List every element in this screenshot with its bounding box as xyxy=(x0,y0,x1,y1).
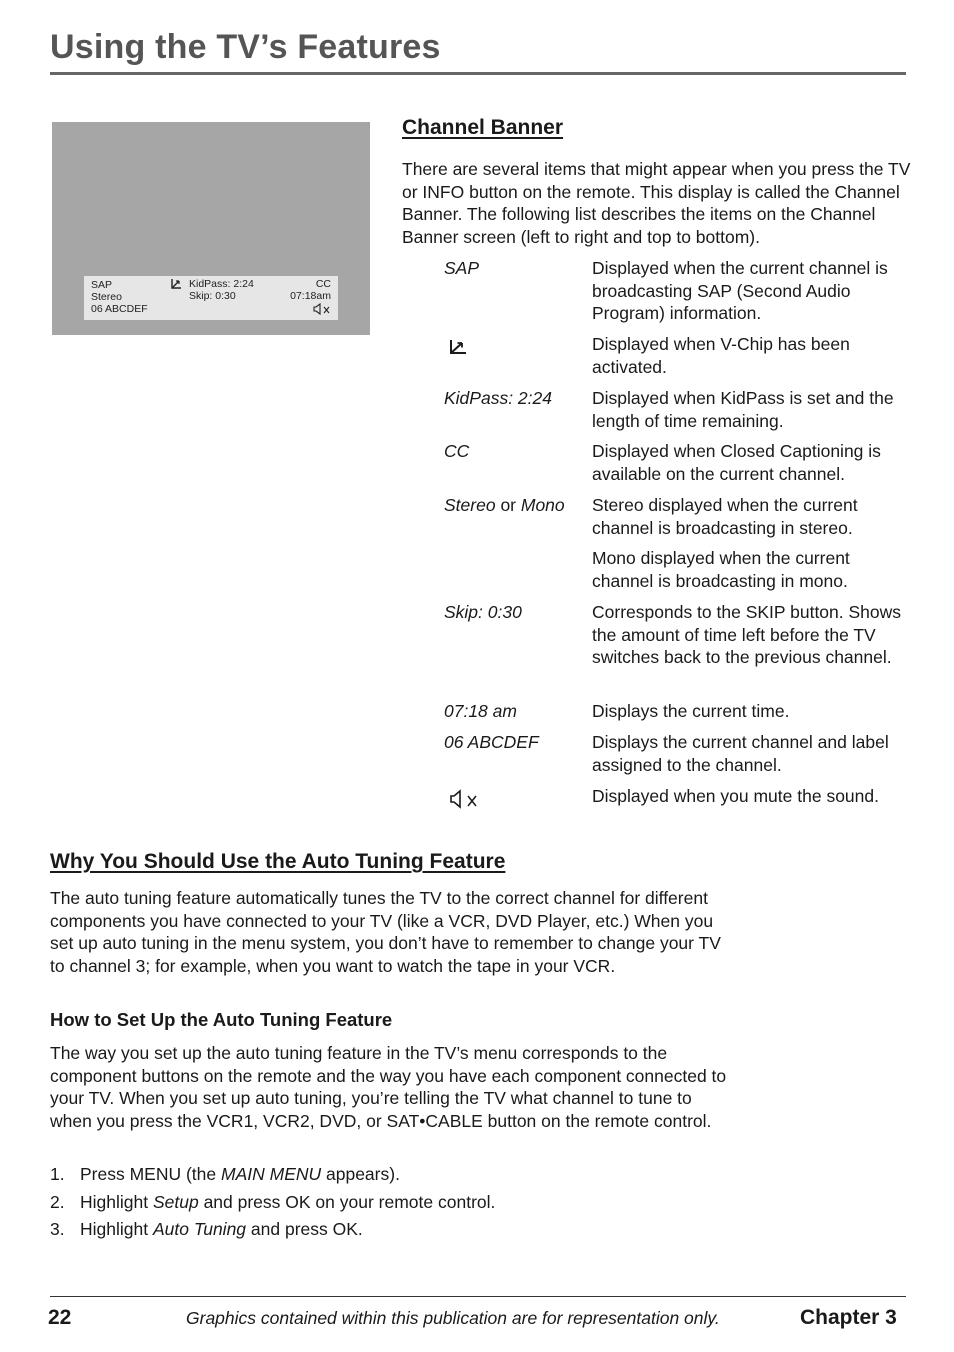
title-rule xyxy=(50,72,906,75)
definition-term: KidPass: 2:24 xyxy=(444,388,552,408)
step-number: 3. xyxy=(50,1219,65,1239)
definition-description: Displayed when the current channel is broadcasting SAP (Second Audio Program) information. xyxy=(592,258,888,324)
definition-description: Displayed when Closed Captioning is available on the current channel. xyxy=(592,441,881,484)
auto-tuning-heading: Why You Should Use the Auto Tuning Feature xyxy=(50,850,506,873)
footer-rule xyxy=(50,1296,906,1297)
definition-term: Skip: 0:30 xyxy=(444,602,522,622)
definition-description: Displays the current channel and label assigned to the channel. xyxy=(592,732,889,775)
definition-term: 07:18 am xyxy=(444,701,517,721)
definition-term: CC xyxy=(444,441,470,461)
auto-tuning-setup-text: The way you set up the auto tuning feature in the TV’s menu corresponds to the component buttons on the remote and the way you have each component connected to your TV. When you set up auto tuning, you’re telling the TV what channel to tune to when you press the VCR1, VCR2, DVD, or SAT•CABLE button on the remote control. xyxy=(50,1043,727,1132)
definition-description: Corresponds to the SKIP button. Shows the amount of time left before the TV switches back to the previous channel. xyxy=(592,602,902,668)
mute-icon xyxy=(312,302,332,316)
definition-term: SAP xyxy=(444,258,480,278)
definition-term: 06 ABCDEF xyxy=(444,732,539,752)
v-chip-icon xyxy=(170,278,182,290)
page-number: 22 xyxy=(48,1306,72,1329)
banner-kidpass: KidPass: 2:24 xyxy=(189,278,254,290)
step-text: Highlight Auto Tuning and press OK. xyxy=(80,1219,363,1239)
banner-sap: SAP xyxy=(91,279,113,291)
definition-description: Displayed when KidPass is set and the length of time remaining. xyxy=(592,388,894,431)
definition-description: Displays the current time. xyxy=(592,701,790,721)
page-title: Using the TV’s Features xyxy=(50,28,441,66)
definition-description: Stereo displayed when the current channel is broadcasting in stereo. xyxy=(592,495,858,538)
channel-banner-heading: Channel Banner xyxy=(402,116,564,139)
v-chip-icon xyxy=(448,338,468,356)
step-text: Highlight Setup and press OK on your remote control. xyxy=(80,1192,496,1212)
step-number: 1. xyxy=(50,1164,65,1184)
auto-tuning-intro: The auto tuning feature automatically tunes the TV to the correct channel for different components you have connected to your TV (like a VCR, DVD Player, etc.) When you set up auto tuning in the menu system, you don’t have to remember to change your TV to channel 3; for example, when you want to watch the tape in your VCR. xyxy=(50,888,721,977)
footer-note: Graphics contained within this publication are for representation only. xyxy=(186,1308,720,1328)
term-or: or xyxy=(500,495,516,515)
banner-cc: CC xyxy=(315,278,331,290)
term-mono: Mono xyxy=(520,495,565,515)
mute-icon xyxy=(448,789,482,809)
chapter-label: Chapter 3 xyxy=(800,1306,897,1329)
banner-time: 07:18am xyxy=(290,290,331,302)
banner-audio: Stereo xyxy=(91,291,122,303)
channel-banner-intro: There are several items that might appear when you press the TV or INFO button on the remote. This display is called the Channel Banner. The following list describes the items on the Channel Banner screen (left to right and top to bottom). xyxy=(402,159,911,248)
banner-skip: Skip: 0:30 xyxy=(189,290,236,302)
term-stereo: Stereo xyxy=(444,495,496,515)
definition-description: Mono displayed when the current channel is broadcasting in mono. xyxy=(592,548,850,591)
definition-description: Displayed when you mute the sound. xyxy=(592,786,879,806)
banner-channel: 06 ABCDEF xyxy=(91,303,148,315)
step-text: Press MENU (the MAIN MENU appears). xyxy=(80,1164,400,1184)
definition-description: Displayed when V-Chip has been activated. xyxy=(592,334,850,377)
tv-screen-illustration xyxy=(52,122,370,335)
auto-tuning-setup-heading: How to Set Up the Auto Tuning Feature xyxy=(50,1009,393,1030)
definition-term xyxy=(444,494,565,517)
step-number: 2. xyxy=(50,1192,65,1212)
channel-banner-display xyxy=(84,276,338,320)
